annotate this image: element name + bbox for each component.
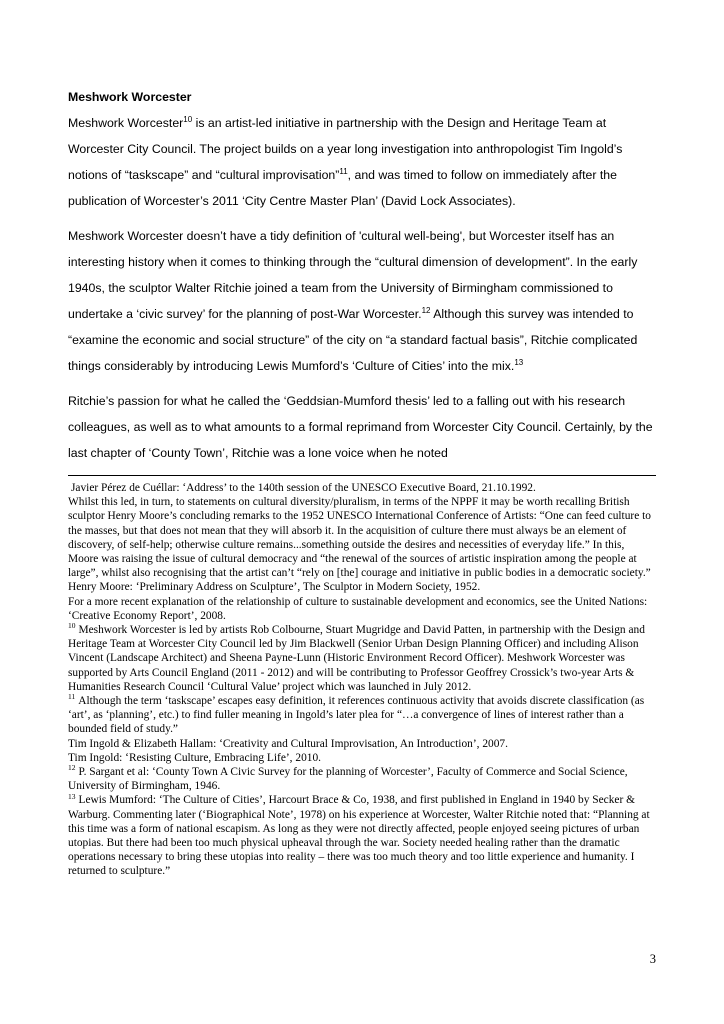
footnote-text: Meshwork Worcester is led by artists Rob Colbourne, Stuart Mugridge and David Patten, in partnership with the Design and Heritage Team at Worcester City Council led by Jim Blackwell (Senior Urban Design Planning Officer) and including Alison Vincent (Landscape Architect) and Sheena Payne-Lunn (Historic Environment Record Officer). Meshwork Worcester was supported by Arts Council England (2011 - 2012) and will be contributing to Professor Geoffrey Crossick’s two-year Arts & Humanities Research Council ‘Cultural Value’ project which was launched in July 2012. bbox=[68, 624, 645, 693]
footnote-text: P. Sargant et al: ‘County Town A Civic Survey for the planning of Worcester’, Faculty of Commerce and Social Science, University of Birmingham, 1946. bbox=[68, 766, 628, 793]
footnote-marker: 11 bbox=[68, 692, 76, 702]
footnotes-section bbox=[68, 481, 656, 879]
text-run: Ritchie’s passion for what he called the ‘Geddsian-Mumford thesis’ led to a falling out with his research colleagues, as well as to what amounts to a formal reprimand from Worcester City Council. Certainly, by the last chapter of ‘County Town’, Ritchie was a lone voice when he noted bbox=[68, 394, 653, 460]
footnote-text: Although the term ‘taskscape’ escapes easy definition, it references continuous activity that avoids discrete classification (as ‘art’, as ‘planning’, etc.) to find fuller meaning in Ingold’s later plea for “…a convergence of lines of interest rather than a bounded field of study.” bbox=[68, 695, 645, 736]
footnote-separator bbox=[68, 475, 656, 476]
footnote-marker: 13 bbox=[68, 791, 76, 801]
text-run: Meshwork Worcester bbox=[68, 116, 184, 130]
footnote-ref-12: 12 bbox=[421, 305, 431, 315]
footnote-text: For a more recent explanation of the relationship of culture to sustainable development and economics, see the United Nations: ‘Creative Economy Report’, 2008. bbox=[68, 595, 648, 622]
footnote-reference-line bbox=[68, 737, 656, 751]
text-run: Although this survey was intended to “examine the economic and social structure” of the city on “a standard factual basis”, Ritchie complicated things considerably by introducing Lewis Mumford’s ‘Culture of Cities’ into the mix. bbox=[68, 307, 638, 373]
footnote-ref-11: 11 bbox=[339, 166, 348, 176]
footnote-continuation bbox=[68, 495, 656, 580]
footnote-marker: 12 bbox=[68, 763, 76, 773]
body-paragraph bbox=[68, 110, 656, 214]
footnote-marker: 10 bbox=[68, 621, 76, 631]
text-run: Meshwork Worcester doesn’t have a tidy definition of 'cultural well-being', but Worcester itself has an interesting history when it comes to thinking through the “cultural dimension of development”. In the early 1940s, the sculptor Walter Ritchie joined a team from the University of Birmingham commissioned to undertake a ‘civic survey’ for the planning of post-War Worcester. bbox=[68, 229, 638, 321]
footnote-ref-10: 10 bbox=[183, 114, 193, 124]
footnote-continuation bbox=[68, 595, 656, 623]
footnote-13 bbox=[68, 793, 656, 878]
footnote-10 bbox=[68, 623, 656, 694]
body-paragraph bbox=[68, 223, 656, 379]
footnote-text: Tim Ingold: ‘Resisting Culture, Embracing Life’, 2010. bbox=[68, 751, 321, 764]
footnote-text: Whilst this led, in turn, to statements on cultural diversity/pluralism, in terms of the NPPF it may be worth recalling British sculptor Henry Moore’s concluding remarks to the 1952 UNESCO International Conference of Artists: “One can feed culture to the masses, but that does not mean that they will absorb it. In the acquisition of culture there must always be an element of discovery, of self-help; otherwise culture remains...something outside the desires and necessities of everyday life.” In this, Moore was raising the issue of cultural democracy and “the renewal of the sources of artistic inspiration among the people at large”, whilst also recognising that the artist can’t “rely on [the] courage and initiative in public bodies in a democratic society.” bbox=[68, 496, 651, 580]
footnote-text: Javier Pérez de Cuéllar: ‘Address’ to the 140th session of the UNESCO Executive Board, 21.10.1992. bbox=[71, 482, 536, 494]
footnote-11 bbox=[68, 694, 656, 737]
text-run: is an artist-led initiative in partnership with the Design and Heritage Team at Worcester City Council. The project builds on a year long investigation into anthropologist Tim Ingold’s notions of “taskscape” and “cultural improvisation” bbox=[68, 116, 623, 182]
footnote-12 bbox=[68, 765, 656, 793]
section-heading: Meshwork Worcester bbox=[68, 90, 192, 104]
footnote-continuation bbox=[68, 481, 656, 495]
text-run: , and was timed to follow on immediately after the publication of Worcester’s 2011 ‘City Centre Master Plan’ (David Lock Associates). bbox=[68, 168, 617, 208]
footnote-ref-13: 13 bbox=[514, 357, 524, 367]
page-content bbox=[68, 84, 656, 879]
footnote-text: Henry Moore: ‘Preliminary Address on Sculpture’, The Sculptor in Modern Society, 1952. bbox=[68, 581, 481, 594]
body-paragraph bbox=[68, 388, 656, 466]
footnote-continuation bbox=[68, 580, 656, 594]
footnote-text: Lewis Mumford: ‘The Culture of Cities’, Harcourt Brace & Co, 1938, and first published in England in 1940 by Secker & Warburg. Commenting later (‘Biographical Note’, 1978) on his experience at Worcester, Walter Ritchie noted that: “Planning at this time was a form of national escapism. As long as they were not directly affected, people enjoyed seeing pictures of urban utopias. But there had been too much physical upheaval through the war. Society needed healing rather than the dramatic operations necessary to bring these utopias into reality – there was too much theory and too little experience and humanity. I returned to sculpture.” bbox=[68, 794, 650, 878]
footnote-reference-line bbox=[68, 751, 656, 765]
footnote-text: Tim Ingold & Elizabeth Hallam: ‘Creativity and Cultural Improvisation, An Introduction’, 2007. bbox=[68, 737, 508, 750]
page-number: 3 bbox=[649, 952, 656, 966]
